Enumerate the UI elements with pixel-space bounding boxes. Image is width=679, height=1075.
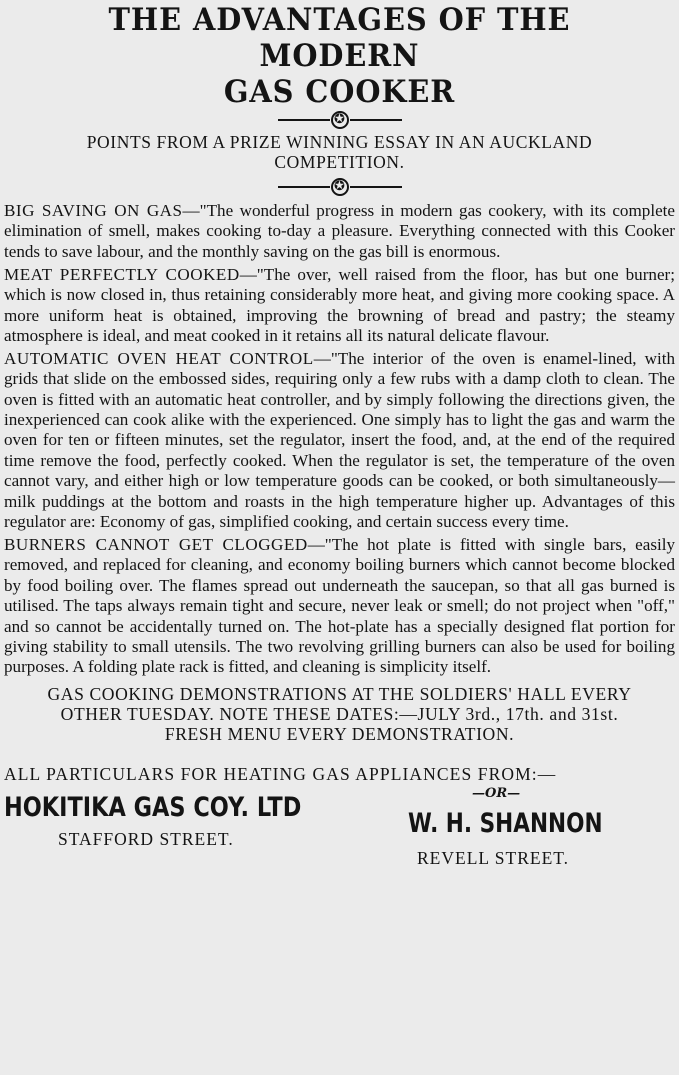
section-heading: BURNERS CANNOT GET CLOGGED [4,535,308,554]
subtitle [24,132,655,172]
demonstrations-notice [4,684,675,744]
company-1-street: STAFFORD STREET. [58,828,234,849]
section-burners-clogged [4,535,675,678]
demonstrations-line-3: FRESH MENU EVERY DEMONSTRATION. [164,723,515,744]
ornament-icon: ✪ [331,111,349,129]
section-text: —"The hot plate is fitted with single bars, easily removed, and replaced for cleaning, and economy boiling burners which cannot become blocked by food boiling over. The flames spread out underneath the saucepan, so that all gas burned is utilised. The taps always remain tight and secure, never leak or smell; do not project when "off," and so cannot be accidentally turned on. The hot-plate has a specially designed flat portion for giving stability to small utensils. The two revolving grilling burners can also be used for boiling purposes. A folding plate rack is fitted, and cleaning is simplicity itself. [4,535,676,677]
ornament-icon: ✪ [331,178,349,196]
section-heading: AUTOMATIC OVEN HEAT CONTROL [4,348,314,368]
particulars-line: ALL PARTICULARS FOR HEATING GAS APPLIANCES FROM:— [4,763,557,784]
essay-body [4,201,675,678]
section-text: —"The over, well raised from the floor, has but one burner; which is now closed in, thus retaining considerably more heat, and giving more cooking space. A more uniform heat is obtained, improving the browning of bread and pastry; the steamy atmosphere is ideal, and meat cooked in it retains all its natural delicate flavour. [4,264,676,345]
subtitle-line-2: COMPETITION. [274,152,405,172]
section-text: —"The wonderful progress in modern gas cookery, with its complete elimination of smell, makes cooking to-day a pleasure. Everything connected with this Cooker tends to save labour, and the monthly saving on the gas bill is enormous. [4,201,675,261]
section-heading: MEAT PERFECTLY COOKED [4,264,240,284]
divider-rule-left [278,119,330,121]
or-separator: —OR— [472,785,521,801]
section-heading: BIG SAVING ON GAS [4,201,183,220]
section-meat-cooked [4,265,675,347]
demonstrations-line-1: GAS COOKING DEMONSTRATIONS AT THE SOLDIERS' HALL EVERY [47,683,632,704]
divider-rule-right [350,186,402,188]
company-1-name: HOKITIKA GAS COY. LTD [4,791,302,823]
companies-block [4,785,675,895]
divider-rule-right [350,119,402,121]
section-big-saving [4,201,675,262]
headline-line-2: GAS COOKER [223,74,456,110]
divider-rule-left [278,186,330,188]
section-text: —"The interior of the oven is enamel-lined, with grids that slide on the embossed sides, requiring only a few rubs with a damp cloth to clean. The oven is fitted with an automatic heat controller, and by simply following the directions given, the inexperienced can cook alike with the experienced. One simply has to light the gas and warm the oven for ten or fifteen minutes, set the regulator, insert the food, and, at the end of the required time remove the food, perfectly cooked. When the regulator is set, the temperature of the oven cannot vary, and either high or low temperature goods can be cooked, or both simultaneously—milk puddings at the bottom and roasts in the high temperature higher up. Advantages of this regulator are: Economy of gas, simplified cooking, and certain success every time. [4,348,676,532]
company-2-name: W. H. SHANNON [408,807,603,839]
headline-line-1: THE ADVANTAGES OF THE MODERN [108,2,571,74]
section-oven-heat-control [4,349,675,533]
headline [27,0,651,110]
ornament-divider [4,111,675,129]
subtitle-line-1: POINTS FROM A PRIZE WINNING ESSAY IN AN AUCKLAND [86,132,593,152]
demonstrations-line-2: OTHER TUESDAY. NOTE THESE DATES:—JULY 3rd., 17th. and 31st. [60,703,619,724]
company-2-street: REVELL STREET. [417,847,570,868]
ornament-divider-2 [4,178,675,196]
